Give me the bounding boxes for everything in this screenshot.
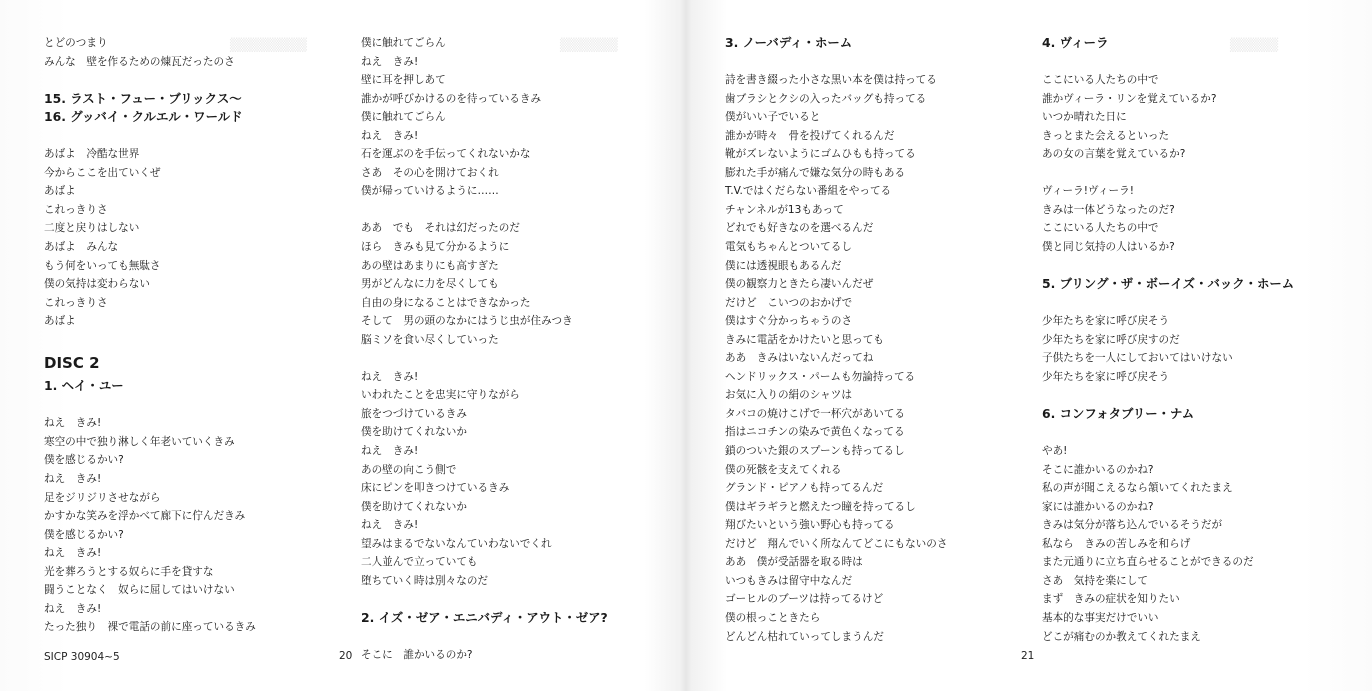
lyric-line: 僕の気持は変わらない — [44, 278, 150, 291]
line-spacer — [725, 53, 947, 72]
lyric-line: あばよ — [44, 185, 76, 198]
lyric-line: ヴィーラ!ヴィーラ! — [1042, 185, 1134, 198]
lyric-line: 脳ミソを食い尽くしていった — [361, 333, 499, 346]
lyric-line: 家には誰かいるのかね? — [1042, 500, 1154, 513]
lyric-line: ねえ きみ! — [44, 473, 102, 486]
line-spacer — [44, 127, 256, 146]
lyric-line: 電気もちゃんとついてるし — [725, 241, 852, 254]
lyric-line: 基本的な事実だけでいい — [1042, 611, 1159, 624]
lyric-line: 男がどんなに力を尽くしても — [361, 278, 499, 291]
lyric-line: 少年たちを家に呼び戻そう — [1042, 315, 1170, 328]
lyric-line: T.V.ではくだらない番組をやってる — [725, 185, 892, 198]
line-spacer — [361, 349, 608, 368]
lyric-line: いつもきみは留守中なんだ — [725, 574, 853, 587]
show-through-texture: ▒▒▒▒▒▒ — [560, 37, 618, 52]
lyric-line: 僕を助けてくれないか — [361, 500, 467, 513]
lyric-line: 誰かが呼びかけるのを待っているきみ — [361, 92, 542, 105]
lyric-line: どれでも好きなのを選べるんだ — [725, 222, 874, 235]
lyric-line: 僕がいい子でいると — [725, 111, 821, 124]
show-through-texture: ▒▒▒▒▒ — [1230, 37, 1279, 52]
lyric-line: あの壁の向こう側で — [361, 463, 457, 476]
show-through-texture: ▒▒▒▒▒▒▒▒ — [230, 37, 307, 52]
lyric-line: あばよ 冷酷な世界 — [44, 148, 140, 161]
lyric-line: さあ その心を開けておくれ — [361, 166, 499, 179]
lyric-line: 僕と同じ気持の人はいるか? — [1042, 241, 1175, 254]
lyric-line: ここにいる人たちの中で — [1042, 222, 1159, 235]
lyric-line: いわれたことを忠実に守りながら — [361, 389, 520, 402]
lyric-line: 子供たちを一人にしておいてはいけない — [1042, 352, 1233, 365]
lyric-line: やあ! — [1042, 445, 1068, 458]
song-title: 15. ラスト・フュー・ブリックス～ — [44, 90, 242, 106]
catalog-number: SICP 30904~5 — [44, 651, 120, 663]
lyric-line: ねえ きみ! — [361, 445, 419, 458]
lyric-line: ねえ きみ! — [44, 602, 102, 615]
lyric-line: 私の声が聞こえるなら頷いてくれたまえ — [1042, 482, 1233, 495]
lyrics-column-2 — [361, 34, 608, 665]
song-title: 3. ノーバディ・ホーム — [725, 35, 853, 50]
song-title: 4. ヴィーラ — [1042, 35, 1109, 50]
lyric-line: 壁に耳を押しあて — [361, 74, 446, 87]
line-spacer — [1042, 423, 1294, 442]
lyric-line: 僕はギラギラと燃えたつ瞳を持ってるし — [725, 500, 916, 513]
disc-heading: DISC 2 — [44, 354, 100, 373]
lyric-line: ああ でも それは幻だったのだ — [361, 222, 520, 235]
page-number-left: 20 — [339, 650, 353, 662]
lyric-line: そして 男の頭のなかにはうじ虫が住みつき — [361, 315, 573, 328]
lyric-line: そこに誰かいるのかね? — [1042, 463, 1154, 476]
lyric-line: 堕ちていく時は別々なのだ — [361, 574, 489, 587]
lyric-line: 寒空の中で独り淋しく年老いていくきみ — [44, 435, 235, 448]
lyric-line: きみに電話をかけたいと思っても — [725, 333, 884, 346]
lyric-line: 僕の観察力ときたら凄いんだぜ — [725, 278, 874, 291]
lyric-line: 翔びたいという強い野心も持ってる — [725, 519, 895, 532]
lyric-line: また元通りに立ち直らせることができるのだ — [1042, 556, 1254, 569]
lyric-line: ねえ きみ! — [361, 370, 419, 383]
lyric-line: 今からここを出ていくぜ — [44, 166, 161, 179]
lyric-line: あばよ — [44, 315, 76, 328]
lyric-line: お気に入りの絹のシャツは — [725, 389, 852, 402]
lyric-line: 僕を感じるかい? — [44, 528, 124, 541]
lyric-line: 膨れた手が痛んで嫌な気分の時もある — [725, 166, 906, 179]
line-spacer — [361, 628, 608, 647]
lyric-line: いつか晴れた日に — [1042, 111, 1127, 124]
lyric-line: 自由の身になることはできなかった — [361, 296, 531, 309]
lyric-line: 二人並んで立っていても — [361, 556, 478, 569]
page-number-right: 21 — [1021, 650, 1035, 662]
lyric-line: きみは一体どうなったのだ? — [1042, 203, 1175, 216]
line-spacer — [44, 71, 256, 90]
lyric-line: たった独り 裸で電話の前に座っているきみ — [44, 621, 256, 634]
lyric-line: 僕を助けてくれないか — [361, 426, 467, 439]
lyric-line: グランド・ピアノも持ってるんだ — [725, 482, 884, 495]
lyric-line: チャンネルが13もあって — [725, 203, 844, 216]
lyric-line: ねえ きみ! — [44, 417, 102, 430]
lyric-line: あの女の言葉を覚えているか? — [1042, 148, 1186, 161]
lyric-line: 僕には透視眼もあるんだ — [725, 259, 842, 272]
lyric-line: かすかな笑みを浮かべて廊下に佇んだきみ — [44, 510, 246, 523]
lyric-line: 闘うことなく 奴らに屈してはいけない — [44, 584, 235, 597]
line-spacer — [1042, 164, 1294, 183]
lyric-line: 僕の死骸を支えてくれる — [725, 463, 842, 476]
lyrics-column-1 — [44, 34, 256, 637]
lyric-line: 光を葬ろうとする奴らに手を貸すな — [44, 565, 214, 578]
lyric-line: ねえ きみ! — [361, 55, 419, 68]
lyric-line: 僕に触れてごらん — [361, 37, 446, 49]
lyric-line: どこが痛むのか教えてくれたまえ — [1042, 630, 1201, 643]
lyric-line: 誰かヴィーラ・リンを覚えているか? — [1042, 92, 1217, 105]
lyric-line: きっとまた会えるといった — [1042, 129, 1170, 142]
lyric-line: 少年たちを家に呼び戻そう — [1042, 370, 1170, 383]
line-spacer — [1042, 257, 1294, 276]
lyric-line: これっきりさ — [44, 296, 108, 309]
line-spacer — [44, 331, 256, 350]
lyric-line: だけど こいつのおかげで — [725, 296, 853, 309]
lyric-line: きみは気分が落ち込んでいるそうだが — [1042, 519, 1223, 532]
lyric-line: ねえ きみ! — [361, 519, 419, 532]
song-title: 2. イズ・ゼア・エニバディ・アウト・ゼア? — [361, 609, 608, 625]
lyric-line: ああ きみはいないんだってね — [725, 352, 874, 365]
lyric-line: 足をジリジリさせながら — [44, 491, 161, 504]
line-spacer — [361, 590, 608, 609]
lyric-line: もう何をいっても無駄さ — [44, 259, 161, 272]
lyric-line: まず きみの症状を知りたい — [1042, 593, 1180, 606]
lyric-line: 歯ブラシとクシの入ったバッグも持ってる — [725, 92, 927, 105]
lyric-line: 床にピンを叩きつけているきみ — [361, 482, 510, 495]
lyric-line: さあ 気持を楽にして — [1042, 574, 1148, 587]
lyric-line: ねえ きみ! — [361, 129, 419, 142]
lyric-line: あばよ みんな — [44, 241, 119, 254]
lyric-line: これっきりさ — [44, 203, 108, 216]
lyrics-column-4 — [1042, 34, 1294, 646]
lyrics-column-3 — [725, 34, 947, 646]
lyric-line: 僕の根っこときたら — [725, 611, 821, 624]
lyric-line: ヘンドリックス・パームも勿論持ってる — [725, 370, 916, 383]
lyric-line: ねえ きみ! — [44, 547, 102, 560]
lyric-line: 望みはまるでないなんていわないでくれ — [361, 537, 552, 550]
lyric-line: 鎖のついた銀のスプーンも持ってるし — [725, 445, 905, 458]
lyric-line: 旅をつづけているきみ — [361, 407, 467, 420]
lyric-line: 誰かが時々 骨を投げてくれるんだ — [725, 129, 895, 142]
lyric-line: どんどん枯れていってしまうんだ — [725, 630, 884, 643]
lyric-line: 指はニコチンの染みで黄色くなってる — [725, 426, 905, 439]
line-spacer — [361, 201, 608, 220]
song-title: 6. コンフォタブリー・ナム — [1042, 405, 1195, 421]
song-title: 16. グッバイ・クルエル・ワールド — [44, 109, 243, 125]
line-spacer — [1042, 386, 1294, 405]
lyric-line: 詩を書き綴った小さな黒い本を僕は持ってる — [725, 74, 937, 87]
lyric-line: 二度と戻りはしない — [44, 222, 140, 235]
lyric-line: 私なら きみの苦しみを和らげ — [1042, 537, 1191, 550]
lyric-line: タバコの焼けこげで一杯穴があいてる — [725, 407, 905, 420]
line-spacer — [1042, 294, 1294, 313]
lyric-line: とどのつまり — [44, 37, 108, 49]
lyric-line: みんな 壁を作るための煉瓦だったのさ — [44, 55, 235, 68]
lyric-line: だけど 翔んでいく所なんてどこにもないのさ — [725, 537, 948, 550]
lyric-line: 靴がズレないようにゴムひもも持ってる — [725, 148, 916, 161]
line-spacer — [1042, 53, 1294, 72]
song-title: 5. ブリング・ザ・ボーイズ・バック・ホーム — [1042, 276, 1295, 292]
lyric-line: 僕を感じるかい? — [44, 454, 124, 467]
lyric-line: 石を運ぶのを手伝ってくれないかな — [361, 148, 531, 161]
line-spacer — [44, 396, 256, 415]
lyric-line: 僕が帰っていけるように…… — [361, 185, 499, 198]
lyric-line: 少年たちを家に呼び戻すのだ — [1042, 333, 1180, 346]
lyric-line: ゴーヒルのブーツは持ってるけど — [725, 593, 884, 606]
lyric-line: 僕に触れてごらん — [361, 111, 446, 124]
lyric-line: ほら きみも見て分かるように — [361, 241, 510, 254]
lyric-line: ああ 僕が受話器を取る時は — [725, 556, 863, 569]
lyric-line: あの壁はあまりにも高すぎた — [361, 259, 499, 272]
song-title: 1. ヘイ・ユー — [44, 378, 124, 394]
lyric-line: そこに 誰かいるのか? — [361, 649, 473, 662]
lyric-line: 僕はすぐ分かっちゃうのさ — [725, 315, 853, 328]
lyric-line: ここにいる人たちの中で — [1042, 74, 1159, 87]
